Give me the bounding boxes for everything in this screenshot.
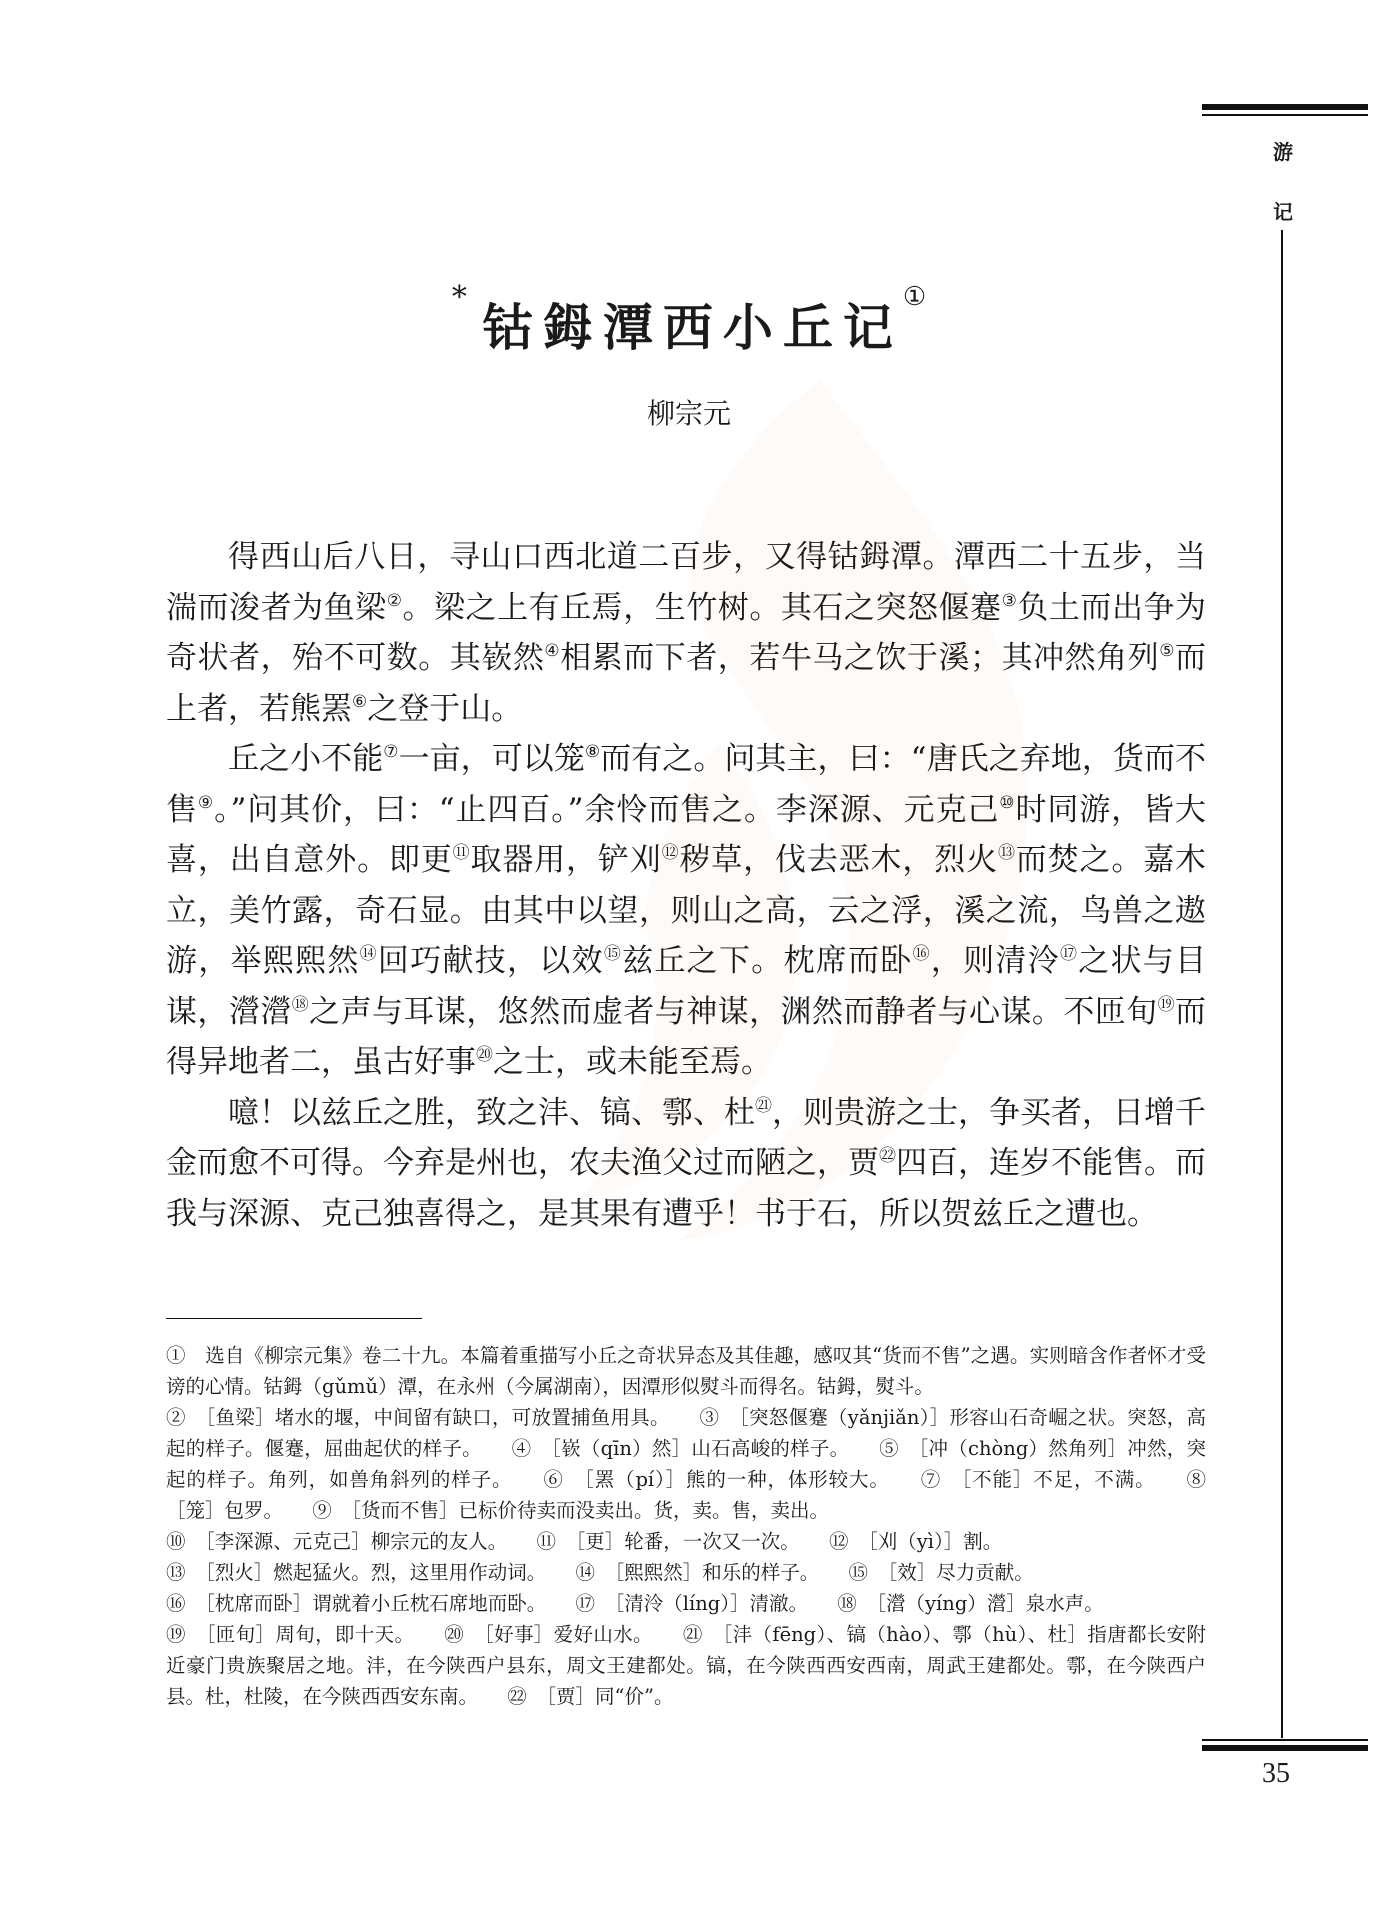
paragraph-text: 秽草，伐去恶木，烈火: [679, 842, 998, 878]
essay-paragraph: [166, 532, 1206, 734]
footnote-divider: [166, 1318, 422, 1319]
note-marker: ⑩: [999, 792, 1016, 813]
essay-paragraph: [166, 734, 1206, 1088]
note-marker: ⑲: [1157, 994, 1176, 1015]
paragraph-text: 四百，连岁不能售。而我与深源、克己独喜得之，是其果有遭乎！书于石，所以贺兹丘之遭也。: [166, 1145, 1206, 1232]
note-marker: ⑮: [603, 944, 623, 965]
paragraph-text: 而上者，若熊罴: [166, 640, 1207, 727]
title-star: *: [451, 280, 477, 315]
footnotes: [166, 1340, 1226, 1712]
note-marker: ⑤: [1159, 641, 1176, 662]
author-name: 柳宗元: [646, 397, 731, 430]
footnote-item: ⑬ ［烈火］燃起猛火。烈，这里用作动词。 ⑭ ［熙熙然］和乐的样子。 ⑮ ［效］尽力贡献。: [166, 1561, 1034, 1584]
note-marker: ⑦: [383, 742, 399, 763]
paragraph-text: 而焚之。嘉木立，美竹露，奇石显。由其中以望，则山之高，云之浮，溪之流，鸟兽之遨游，举熙熙然: [166, 842, 1207, 979]
footnote-item: ⑲ ［匝旬］周旬，即十天。 ⑳ ［好事］爱好山水。 ㉑ ［沣（fēng）、镐（hào）、鄠（hù）、杜］指唐都长安附近豪门贵族聚居之地。沣，在今陕西户县东，周文王建都处。镐，在今陕西西安西南，周武王建都处。鄠，在今陕西户县。杜，杜陵，在今陕西西安东南。 ㉒ ［贾］同“价”。: [166, 1623, 1206, 1708]
note-marker: ㉑: [755, 1095, 772, 1116]
note-marker: ⑭: [359, 944, 378, 965]
paragraph-text: 之士，或未能至焉。: [493, 1044, 772, 1080]
note-marker: ⑧: [584, 742, 601, 763]
note-marker: ⑫: [661, 843, 680, 864]
paragraph-text: ，则贵游之士，争买者，日增千金而愈不可得。今弃是州也，农夫渔父过而陋之，贾: [166, 1094, 1206, 1181]
note-marker: ⑳: [476, 1045, 493, 1066]
side-label-you: 游: [1273, 140, 1293, 164]
note-marker: ⑪: [452, 843, 471, 864]
title-block: [0, 280, 1378, 360]
paragraph-text: 噫！以兹丘之胜，致之沣、镐、鄠、杜: [228, 1094, 755, 1131]
paragraph-text: 。”问其价，曰：“止四百。”余怜而售之。李深源、元克己: [214, 791, 1000, 828]
title-note-mark: ①: [902, 282, 927, 312]
footnote-item: ⑩ ［李深源、元克己］柳宗元的友人。 ⑪ ［更］轮番，一次又一次。 ⑫ ［刈（yì）］割。: [166, 1530, 1003, 1553]
note-marker: ④: [544, 641, 561, 662]
paragraph-text: 得西山后八日，寻山口西北道二百步，又得钴鉧潭。潭西二十五步，当湍而浚者为鱼梁: [166, 539, 1206, 626]
paragraph-text: 。梁之上有丘焉，生竹树。其石之突怒偃蹇: [402, 589, 1002, 626]
top-rule-thin: [1202, 114, 1368, 116]
footnote-item: ① 选自《柳宗元集》卷二十九。本篇着重描写小丘之奇状异态及其佳趣，感叹其“货而不售”之遇。实则暗含作者怀才受谤的心情。钴鉧（gǔmǔ）潭，在永州（今属湖南），因潭形似熨斗而得名。钴鉧，熨斗。: [166, 1344, 1206, 1398]
paragraph-text: 而有之。问其主，曰：“唐氏之弃地，货而不售: [166, 741, 1206, 828]
note-marker: ⑥: [352, 691, 368, 712]
paragraph-text: 负土而出争为奇状者，殆不可数。其嵚然: [166, 589, 1207, 676]
paragraph-text: 之状与目谋，瀯瀯: [166, 943, 1207, 1030]
note-marker: ⑨: [197, 792, 215, 813]
paragraph-text: 丘之小不能: [228, 741, 384, 777]
side-label-ji: 记: [1273, 200, 1293, 224]
note-marker: ⑯: [912, 944, 931, 965]
paragraph-text: 时同游，皆大喜，出自意外。即更: [166, 791, 1207, 878]
note-marker: ③: [1001, 590, 1018, 611]
top-rule: [1202, 104, 1368, 110]
page-title: [451, 280, 927, 360]
bottom-rule-thin: [1202, 1739, 1368, 1741]
page-number: 35: [1262, 1758, 1290, 1789]
note-marker: ⑰: [1059, 944, 1079, 965]
paragraph-text: ，则清泠: [930, 943, 1060, 979]
side-vertical-rule: [1281, 230, 1283, 1738]
note-marker: ②: [386, 590, 403, 611]
paragraph-text: 而得异地者二，虽古好事: [166, 993, 1207, 1080]
paragraph-text: 之登于山。: [367, 690, 523, 727]
paragraph-text: 回巧献技，以效: [377, 943, 604, 979]
bottom-rule: [1202, 1745, 1368, 1751]
paragraph-text: 相累而下者，若牛马之饮于溪；其冲然角列: [560, 640, 1160, 676]
footnote-item: ⑯ ［枕席而卧］谓就着小丘枕石席地而卧。 ⑰ ［清泠（líng）］清澈。 ⑱ ［瀯（yíng）瀯］泉水声。: [166, 1592, 1104, 1615]
paragraph-text: 兹丘之下。枕席而卧: [622, 943, 913, 979]
note-marker: ⑬: [997, 843, 1016, 864]
footnote-item: ② ［鱼梁］堵水的堰，中间留有缺口，可放置捕鱼用具。 ③ ［突怒偃蹇（yǎnjiǎn）］形容山石奇崛之状。突怒，高起的样子。偃蹇，屈曲起伏的样子。 ④ ［嵚（qīn）然］山石高峻的样子。 ⑤ ［冲（chòng）然角列］冲然，突起的样子。角列，如兽角斜列的样子。 ⑥ ［罴（pí）］熊的一种，体形较大。 ⑦ ［不能］不足，不满。 ⑧ ［笼］包罗。 ⑨ ［货而不售］已标价待卖而没卖出。货，卖。售，卖出。: [166, 1406, 1226, 1522]
paragraph-text: 一亩，可以笼: [398, 741, 585, 777]
title-text: 钴鉧潭西小丘记: [482, 298, 903, 357]
note-marker: ⑱: [291, 994, 310, 1015]
essay-body: [166, 532, 1206, 1239]
note-marker: ㉒: [879, 1146, 896, 1167]
essay-paragraph: [166, 1088, 1206, 1240]
paragraph-text: 取器用，铲刈: [470, 842, 662, 878]
paragraph-text: 之声与耳谋，悠然而虚者与神谋，渊然而静者与心谋。不匝旬: [309, 993, 1158, 1030]
